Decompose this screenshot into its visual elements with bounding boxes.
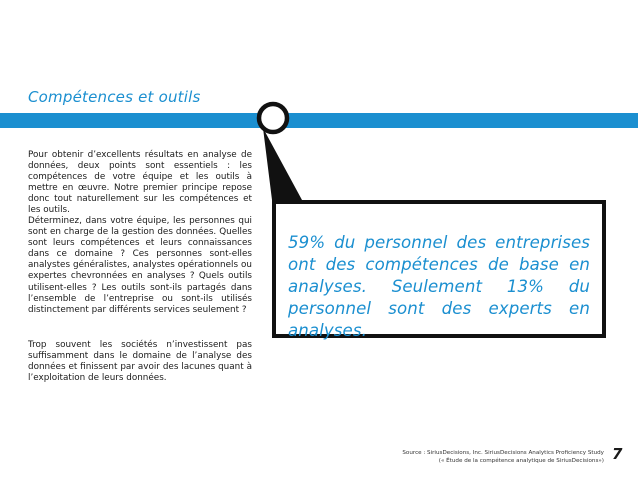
source-line-1: Source : SiriusDecisions, Inc. SiriusDecisions Analytics Proficiency Study [402, 450, 604, 456]
callout-box [272, 200, 606, 338]
section-title: Compétences et outils [28, 88, 201, 106]
paragraph-2: Déterminez, dans votre équipe, les personnes qui sont en charge de la gestion des données. Quelles sont leurs compétences et leurs connaissances dans ce domaine ? Ces personnes sont-elles analystes généralistes, analystes opérationnels ou expertes chevronnées en analyses ? Quels outils utilisent-elles ? Les outils sont-ils partagés dans l’ensemble de l’entreprise ou sont-ils utilisés distinctement par différents services seulement ? [28, 216, 252, 315]
page-number: 7 [612, 445, 623, 463]
ring-icon [259, 104, 287, 132]
paragraph-1: Pour obtenir d’excellents résultats en analyse de données, deux points sont essentiels : les compétences de votre équipe et les outils à mettre en œuvre. Notre premier principe repose donc tout naturellement sur les compétences et les outils. [28, 150, 252, 216]
paragraph-3: Trop souvent les sociétés n’investissent pas suffisamment dans le domaine de l’analyse des données et finissent par avoir des lacunes quant à l’exploitation de leurs données. [28, 340, 252, 384]
callout-pointer [263, 128, 302, 200]
source-line-2: (« Étude de la compétence analytique de SiriusDecisions») [438, 458, 604, 464]
callout-text: 59% du personnel des entreprises ont des compétences de base en analyses. Seulement 13% du personnel sont des experts en analyses. [288, 233, 590, 340]
source-note [344, 449, 604, 465]
